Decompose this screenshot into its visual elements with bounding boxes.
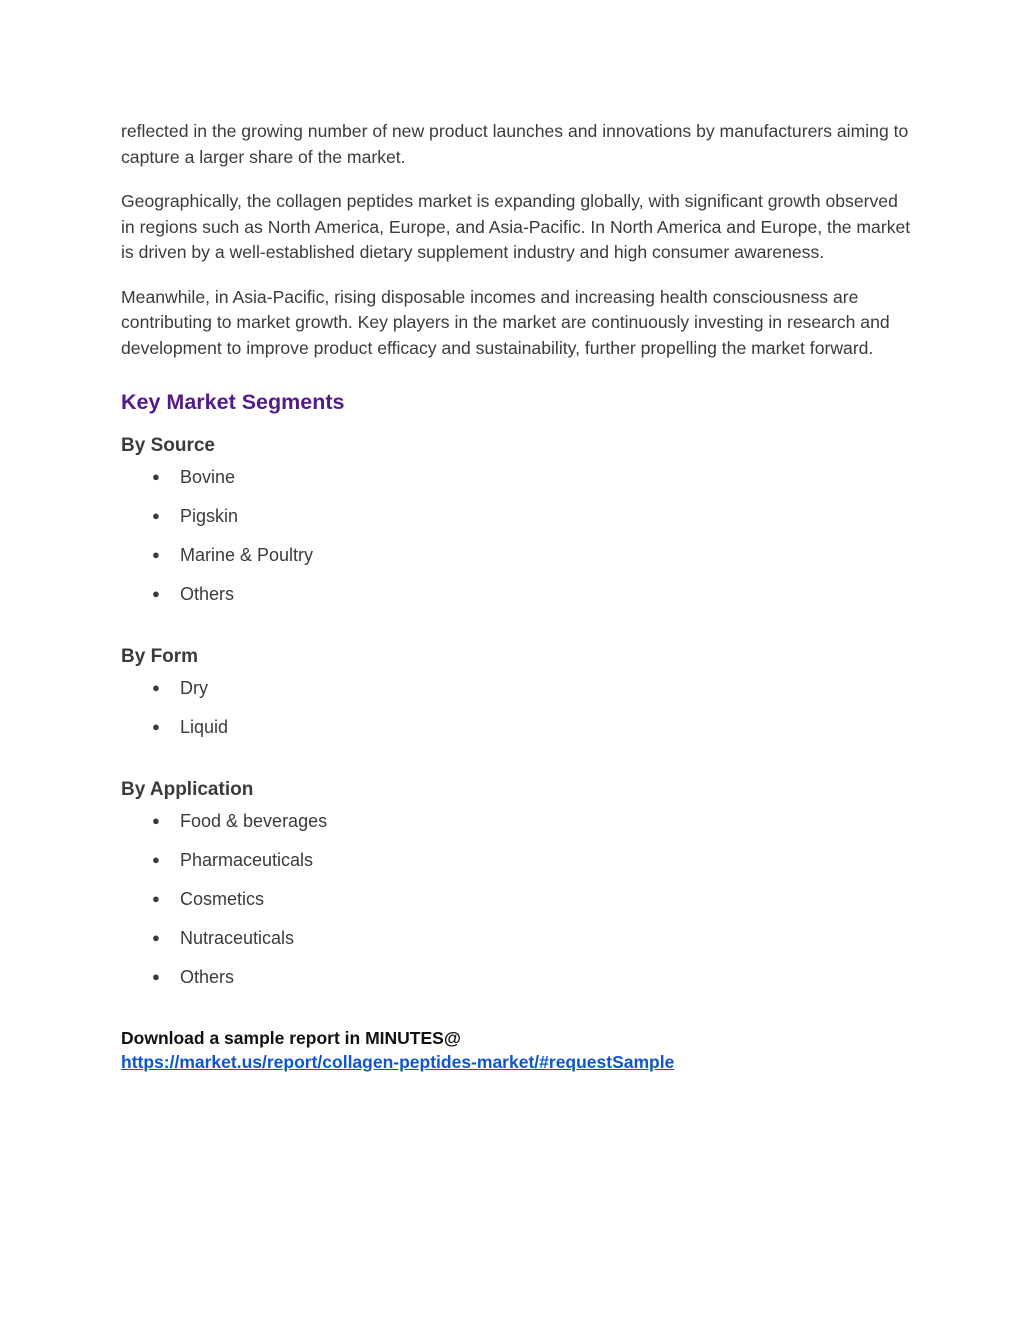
segment-list-application	[121, 808, 912, 990]
list-item-label: Pharmaceuticals	[180, 850, 314, 870]
list-item-label: Liquid	[180, 717, 229, 737]
list-item	[121, 964, 912, 990]
bullet-icon: ●	[152, 586, 160, 601]
segment-group-application	[121, 777, 912, 990]
request-sample-link[interactable]: https://market.us/report/collagen-peptides-market/#requestSample	[121, 1052, 675, 1072]
list-item	[121, 542, 912, 568]
segment-heading-source: By Source	[121, 435, 215, 456]
list-item	[121, 714, 912, 740]
list-item-label: Others	[180, 584, 235, 604]
bullet-icon: ●	[152, 680, 160, 695]
list-item	[121, 581, 912, 607]
list-item	[121, 675, 912, 701]
bullet-icon: ●	[152, 852, 160, 867]
download-label: Download a sample report in MINUTES@	[121, 1028, 461, 1048]
list-item-label: Marine & Poultry	[180, 545, 314, 565]
segment-group-source	[121, 433, 912, 607]
bullet-icon: ●	[152, 469, 160, 484]
list-item	[121, 925, 912, 951]
list-item	[121, 464, 912, 490]
list-item-label: Bovine	[180, 467, 236, 487]
list-item-label: Others	[180, 967, 235, 987]
paragraph-asia-pacific: Meanwhile, in Asia-Pacific, rising disposable incomes and increasing health consciousness are contributing to market growth. Key players in the market are continuously investing in research and development to improve product efficacy and sustainability, further propelling the market forward.	[121, 286, 890, 358]
bullet-icon: ●	[152, 547, 160, 562]
segment-list-form	[121, 675, 912, 740]
segment-heading-application: By Application	[121, 779, 254, 800]
list-item	[121, 847, 912, 873]
bullet-icon: ●	[152, 969, 160, 984]
paragraph-geography: Geographically, the collagen peptides market is expanding globally, with significant growth observed in regions such as North America, Europe, and Asia-Pacific. In North America and Europe, the market is driven by a well-established dietary supplement industry and high consumer awareness.	[121, 191, 911, 262]
list-item	[121, 503, 912, 529]
segment-group-form	[121, 644, 912, 740]
bullet-icon: ●	[152, 891, 160, 906]
list-item	[121, 886, 912, 912]
list-item-label: Dry	[180, 678, 208, 698]
list-item-label: Food & beverages	[180, 811, 328, 831]
bullet-icon: ●	[152, 508, 160, 523]
list-item-label: Pigskin	[180, 506, 239, 526]
bullet-icon: ●	[152, 813, 160, 828]
segment-heading-form: By Form	[121, 646, 199, 667]
section-title-key-market-segments: Key Market Segments	[121, 390, 345, 414]
bullet-icon: ●	[152, 719, 160, 734]
download-section	[121, 1026, 912, 1074]
bullet-icon: ●	[152, 930, 160, 945]
paragraph-product-launches: reflected in the growing number of new product launches and innovations by manufacturers aiming to capture a larger share of the market.	[121, 121, 909, 167]
list-item-label: Nutraceuticals	[180, 928, 295, 948]
segment-list-source	[121, 464, 912, 607]
list-item	[121, 808, 912, 834]
list-item-label: Cosmetics	[180, 889, 265, 909]
